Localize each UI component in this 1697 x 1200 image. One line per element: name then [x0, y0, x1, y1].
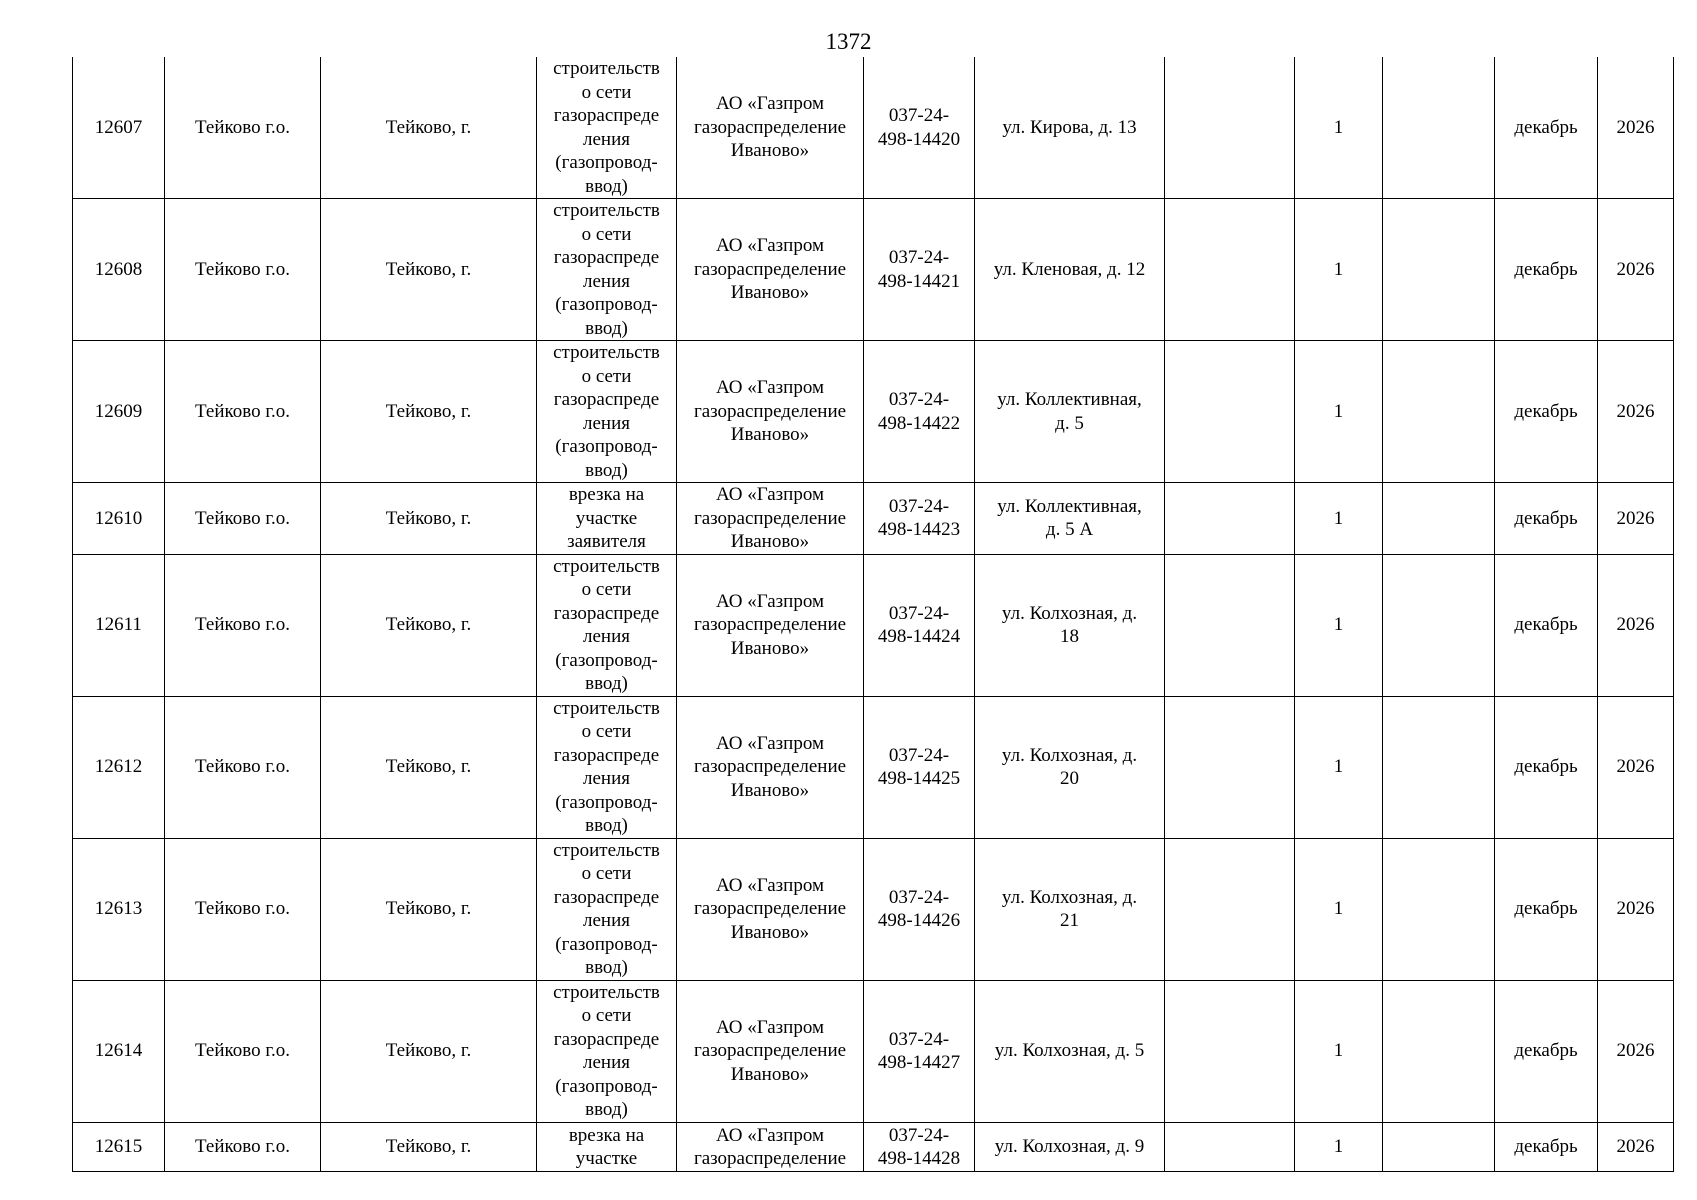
code-cell: 037-24- 498-14423 [864, 483, 975, 555]
address-cell: ул. Кленовая, д. 12 [975, 199, 1165, 341]
locality-cell: Тейково, г. [321, 980, 537, 1122]
quantity-cell: 1 [1295, 1122, 1383, 1171]
code-cell: 037-24- 498-14425 [864, 696, 975, 838]
quantity-cell: 1 [1295, 696, 1383, 838]
row-number-cell: 12607 [73, 57, 165, 199]
quantity-cell: 1 [1295, 980, 1383, 1122]
district-cell: Тейково г.о. [165, 980, 321, 1122]
locality-cell: Тейково, г. [321, 838, 537, 980]
address-cell: ул. Кирова, д. 13 [975, 57, 1165, 199]
code-cell: 037-24- 498-14424 [864, 554, 975, 696]
quantity-cell: 1 [1295, 199, 1383, 341]
empty-cell [1165, 1122, 1295, 1171]
code-cell: 037-24- 498-14427 [864, 980, 975, 1122]
year-cell: 2026 [1598, 483, 1674, 555]
table-row [73, 1122, 1674, 1171]
organization-cell: АО «Газпром газораспределение [677, 1122, 864, 1171]
empty-cell [1165, 57, 1295, 199]
month-cell: декабрь [1495, 199, 1598, 341]
work-type-cell: строительств о сети газораспреде ления (газопровод- ввод) [537, 696, 677, 838]
district-cell: Тейково г.о. [165, 1122, 321, 1171]
work-type-cell: строительств о сети газораспреде ления (газопровод- ввод) [537, 554, 677, 696]
district-cell: Тейково г.о. [165, 199, 321, 341]
work-type-cell: врезка на участке заявителя [537, 483, 677, 555]
locality-cell: Тейково, г. [321, 199, 537, 341]
month-cell: декабрь [1495, 57, 1598, 199]
month-cell: декабрь [1495, 838, 1598, 980]
work-type-cell: строительств о сети газораспреде ления (газопровод- ввод) [537, 980, 677, 1122]
address-cell: ул. Колхозная, д. 20 [975, 696, 1165, 838]
row-number-cell: 12609 [73, 341, 165, 483]
month-cell: декабрь [1495, 483, 1598, 555]
year-cell: 2026 [1598, 199, 1674, 341]
empty-cell [1165, 838, 1295, 980]
quantity-cell: 1 [1295, 57, 1383, 199]
empty-cell [1383, 696, 1495, 838]
year-cell: 2026 [1598, 980, 1674, 1122]
page-number: 1372 [825, 29, 872, 54]
empty-cell [1383, 980, 1495, 1122]
row-number-cell: 12615 [73, 1122, 165, 1171]
year-cell: 2026 [1598, 57, 1674, 199]
work-type-cell: строительств о сети газораспреде ления (газопровод- ввод) [537, 341, 677, 483]
empty-cell [1383, 1122, 1495, 1171]
quantity-cell: 1 [1295, 341, 1383, 483]
month-cell: декабрь [1495, 980, 1598, 1122]
organization-cell: АО «Газпром газораспределение Иваново» [677, 57, 864, 199]
table-row [73, 838, 1674, 980]
locality-cell: Тейково, г. [321, 696, 537, 838]
work-type-cell: строительств о сети газораспреде ления (газопровод- ввод) [537, 199, 677, 341]
table-row [73, 199, 1674, 341]
district-cell: Тейково г.о. [165, 696, 321, 838]
work-type-cell: врезка на участке [537, 1122, 677, 1171]
code-cell: 037-24- 498-14421 [864, 199, 975, 341]
locality-cell: Тейково, г. [321, 341, 537, 483]
row-number-cell: 12610 [73, 483, 165, 555]
row-number-cell: 12612 [73, 696, 165, 838]
district-cell: Тейково г.о. [165, 57, 321, 199]
district-cell: Тейково г.о. [165, 341, 321, 483]
table-row [73, 696, 1674, 838]
organization-cell: АО «Газпром газораспределение Иваново» [677, 696, 864, 838]
table-row [73, 554, 1674, 696]
address-cell: ул. Коллективная, д. 5 [975, 341, 1165, 483]
quantity-cell: 1 [1295, 554, 1383, 696]
locality-cell: Тейково, г. [321, 554, 537, 696]
organization-cell: АО «Газпром газораспределение Иваново» [677, 483, 864, 555]
locality-cell: Тейково, г. [321, 57, 537, 199]
quantity-cell: 1 [1295, 838, 1383, 980]
empty-cell [1383, 483, 1495, 555]
row-number-cell: 12614 [73, 980, 165, 1122]
month-cell: декабрь [1495, 1122, 1598, 1171]
locality-cell: Тейково, г. [321, 1122, 537, 1171]
row-number-cell: 12608 [73, 199, 165, 341]
work-type-cell: строительств о сети газораспреде ления (газопровод- ввод) [537, 57, 677, 199]
empty-cell [1383, 838, 1495, 980]
empty-cell [1383, 199, 1495, 341]
year-cell: 2026 [1598, 341, 1674, 483]
empty-cell [1165, 483, 1295, 555]
row-number-cell: 12613 [73, 838, 165, 980]
empty-cell [1165, 980, 1295, 1122]
district-cell: Тейково г.о. [165, 483, 321, 555]
code-cell: 037-24- 498-14428 [864, 1122, 975, 1171]
locality-cell: Тейково, г. [321, 483, 537, 555]
organization-cell: АО «Газпром газораспределение Иваново» [677, 554, 864, 696]
district-cell: Тейково г.о. [165, 838, 321, 980]
table-row [73, 483, 1674, 555]
code-cell: 037-24- 498-14422 [864, 341, 975, 483]
address-cell: ул. Колхозная, д. 21 [975, 838, 1165, 980]
quantity-cell: 1 [1295, 483, 1383, 555]
work-type-cell: строительств о сети газораспреде ления (газопровод- ввод) [537, 838, 677, 980]
organization-cell: АО «Газпром газораспределение Иваново» [677, 341, 864, 483]
empty-cell [1383, 554, 1495, 696]
year-cell: 2026 [1598, 554, 1674, 696]
address-cell: ул. Коллективная, д. 5 А [975, 483, 1165, 555]
year-cell: 2026 [1598, 696, 1674, 838]
address-cell: ул. Колхозная, д. 9 [975, 1122, 1165, 1171]
table-row [73, 341, 1674, 483]
registry-body [73, 57, 1674, 1171]
district-cell: Тейково г.о. [165, 554, 321, 696]
table-row [73, 57, 1674, 199]
year-cell: 2026 [1598, 1122, 1674, 1171]
month-cell: декабрь [1495, 696, 1598, 838]
empty-cell [1165, 199, 1295, 341]
address-cell: ул. Колхозная, д. 5 [975, 980, 1165, 1122]
month-cell: декабрь [1495, 554, 1598, 696]
row-number-cell: 12611 [73, 554, 165, 696]
empty-cell [1165, 554, 1295, 696]
table-row [73, 980, 1674, 1122]
organization-cell: АО «Газпром газораспределение Иваново» [677, 199, 864, 341]
month-cell: декабрь [1495, 341, 1598, 483]
code-cell: 037-24- 498-14426 [864, 838, 975, 980]
year-cell: 2026 [1598, 838, 1674, 980]
empty-cell [1165, 341, 1295, 483]
code-cell: 037-24- 498-14420 [864, 57, 975, 199]
empty-cell [1383, 341, 1495, 483]
organization-cell: АО «Газпром газораспределение Иваново» [677, 838, 864, 980]
empty-cell [1165, 696, 1295, 838]
registry-table [72, 57, 1674, 1172]
address-cell: ул. Колхозная, д. 18 [975, 554, 1165, 696]
empty-cell [1383, 57, 1495, 199]
organization-cell: АО «Газпром газораспределение Иваново» [677, 980, 864, 1122]
